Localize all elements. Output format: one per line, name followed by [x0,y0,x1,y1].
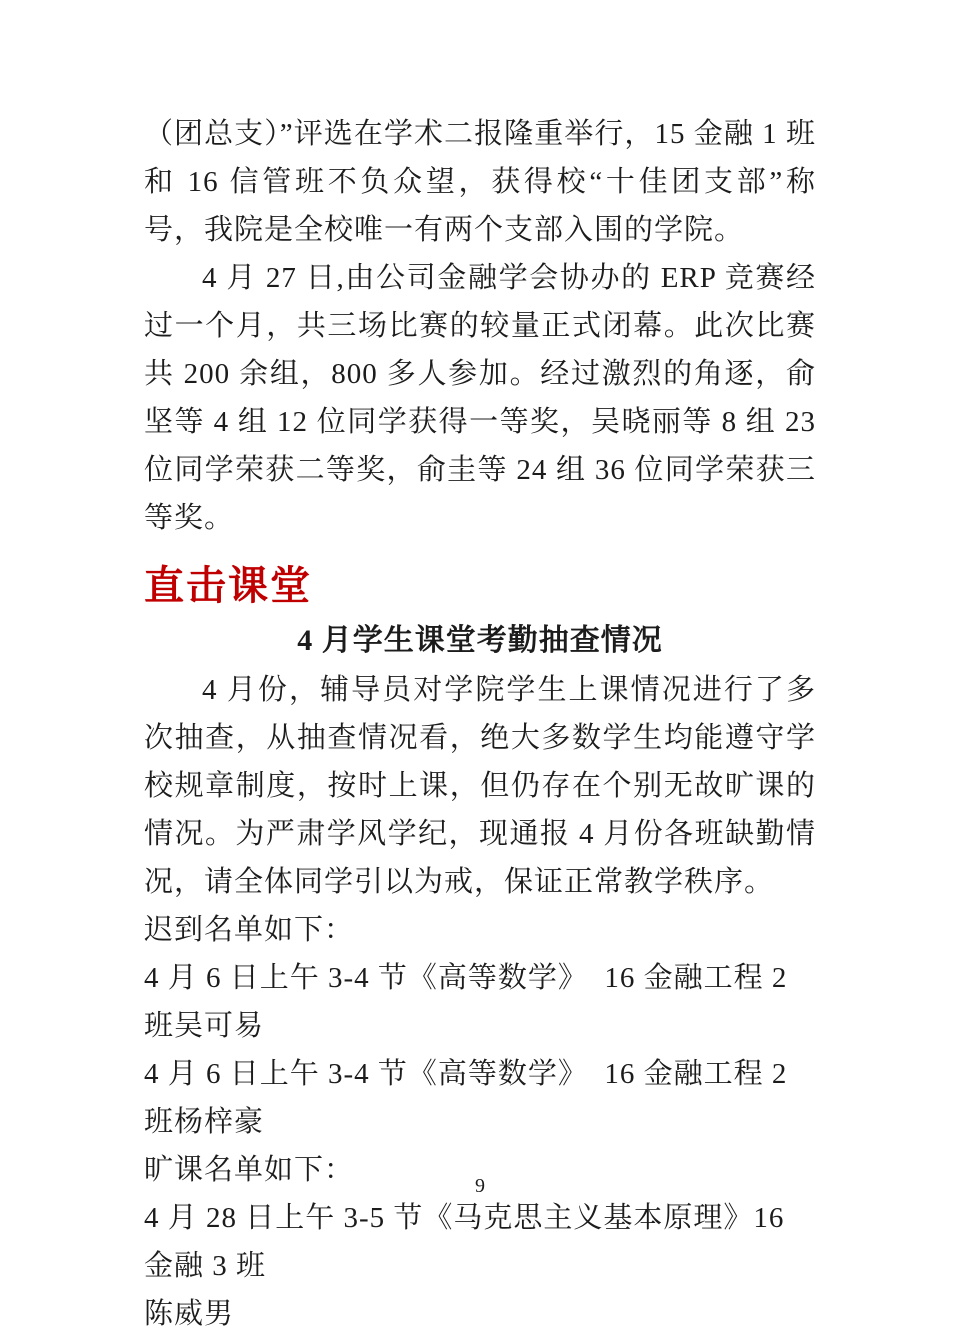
roster-absent-list-label: 旷课名单如下： [144,1154,355,1186]
roster-late-entry-2: 4 月 6 日上午 3-4 节《高等数学》 16 金融工程 2 班杨梓豪 [144,1058,796,1138]
section-heading-classroom: 直击课堂 [144,563,312,608]
paragraph-erp-competition: 4 月 27 日,由公司金融学会协办的 ERP 竞赛经过一个月，共三场比赛的较量正式闭幕。此次比赛共 200 余组，800 多人参加。经过激烈的角逐，俞坚等 4 组 12 位同学获得一等奖，吴晓丽等 8 组 23 位同学荣获二等奖，俞圭等 24 组 36 位同学荣获三等奖。 [144,262,816,534]
attendance-roster [144,906,816,1338]
paragraph-overflow-from-previous-page: （团总支）”评选在学术二报隆重举行，15 金融 1 班和 16 信管班不负众望，获得校“十佳团支部”称号，我院是全校唯一有两个支部入围的学院。 [144,118,816,246]
roster-late-entry-1: 4 月 6 日上午 3-4 节《高等数学》 16 金融工程 2 班吴可易 [144,962,796,1042]
page-number: 9 [475,1175,485,1197]
paragraph-attendance-intro: 4 月份，辅导员对学院学生上课情况进行了多次抽查，从抽查情况看，绝大多数学生均能遵守学校规章制度，按时上课，但仍存在个别无故旷课的情况。为严肃学风学纪，现通报 4 月份各班缺勤情况，请全体同学引以为戒，保证正常教学秩序。 [144,674,816,898]
roster-absent-entry-1: 4 月 28 日上午 3-5 节《马克思主义基本原理》16 金融 3 班 [144,1202,793,1282]
section-subtitle-attendance-check: 4 月学生课堂考勤抽查情况 [297,624,663,657]
roster-late-list-label: 迟到名单如下： [144,914,355,946]
roster-absent-entry-1-name: 陈威男 [144,1298,235,1330]
